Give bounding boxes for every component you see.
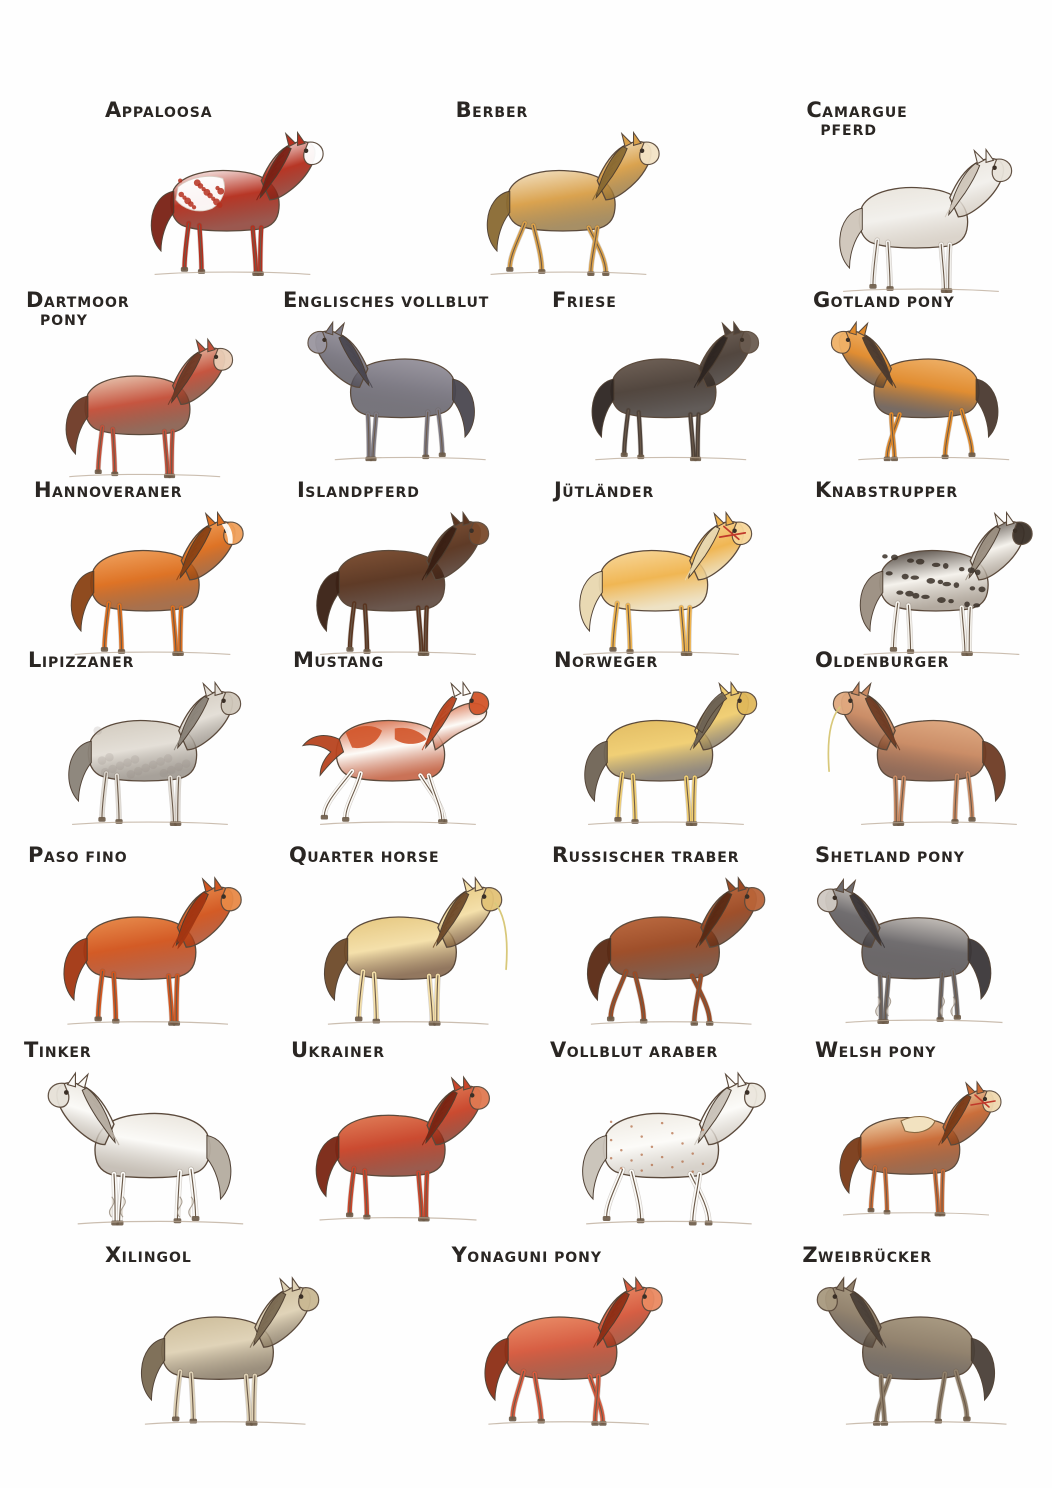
breed-cell-englisches-vollblut [263, 290, 526, 468]
breed-figure-zweibruecker [796, 1268, 1052, 1433]
breed-figure-yonaguni-pony [446, 1268, 702, 1433]
breed-cell-xilingol [0, 1245, 351, 1433]
breed-name-rest: WEIBRÜCKER [817, 1250, 933, 1266]
breed-cell-mustang [263, 650, 526, 833]
breed-cell-appaloosa [0, 100, 351, 283]
breed-name-rest: ERBER [472, 105, 529, 121]
breed-figure-ukrainer [283, 1063, 526, 1233]
breed-figure-paso-fino [20, 868, 263, 1033]
breed-cell-zweibruecker [701, 1245, 1052, 1433]
horse-illustration [546, 1063, 776, 1233]
breed-figure-knabstrupper [809, 503, 1052, 663]
breed-name-rest: ÜTLÄNDER [562, 485, 655, 501]
horse-illustration [809, 313, 1044, 468]
breed-label-friese [552, 290, 789, 311]
breed-initial: H [34, 478, 52, 502]
breed-label-appaloosa [105, 100, 351, 121]
breed-cell-berber [351, 100, 702, 283]
breed-label-yonaguni-pony [452, 1245, 702, 1266]
breed-label-juetlaender [554, 480, 789, 501]
breed-cell-lipizzaner [0, 650, 263, 833]
breed-figure-vollblut-araber [546, 1063, 789, 1233]
horse-illustration [446, 123, 676, 283]
breed-cell-oldenburger [789, 650, 1052, 833]
breed-initial: X [105, 1243, 122, 1267]
horse-illustration [546, 868, 781, 1033]
horse-illustration [283, 313, 523, 468]
breed-label-camargue-pferd [806, 100, 1052, 138]
breed-cell-russischer-traber [526, 845, 789, 1033]
breed-label-russischer-traber [552, 845, 789, 866]
breed-initial: G [813, 288, 831, 312]
breed-name-rest: NGLISCHES VOLLBLUT [297, 295, 490, 311]
horse-illustration [20, 330, 255, 485]
breed-row [0, 1245, 1052, 1433]
horse-illustration [20, 868, 260, 1033]
breed-label-knabstrupper [815, 480, 1052, 501]
breed-initial: J [554, 478, 563, 502]
breed-name-line2: PFERD [820, 123, 877, 139]
breed-figure-mustang [283, 673, 526, 833]
breed-name-rest: PPALOOSA [121, 105, 213, 121]
breed-cell-dartmoor-pony [0, 290, 263, 485]
horse-illustration [95, 123, 355, 283]
horse-illustration [796, 1268, 1041, 1433]
breed-cell-tinker [0, 1040, 263, 1233]
breed-label-islandpferd [297, 480, 526, 501]
breed-initial: I [297, 478, 306, 502]
breed-cell-paso-fino [0, 845, 263, 1033]
breed-row [0, 650, 1052, 833]
breed-label-paso-fino [28, 845, 263, 866]
breed-figure-lipizzaner [20, 673, 263, 833]
breed-cell-gotland-pony [789, 290, 1052, 468]
breed-figure-tinker [20, 1063, 263, 1233]
breed-row [0, 1040, 1052, 1233]
breed-label-welsh-pony [815, 1040, 1052, 1061]
breed-name-rest: OTLAND PONY [830, 295, 955, 311]
horse-illustration [20, 1063, 285, 1233]
horse-illustration [283, 673, 498, 833]
breed-figure-appaloosa [95, 123, 351, 283]
breed-figure-shetland-pony [809, 868, 1052, 1033]
breed-name-rest: LDENBURGER [833, 655, 950, 671]
breed-cell-quarter-horse [263, 845, 526, 1033]
breed-figure-hannoveraner [20, 503, 263, 663]
horse-illustration [283, 1063, 498, 1233]
breed-name-rest: OLLBLUT ARABER [566, 1045, 719, 1061]
horse-illustration [20, 673, 265, 833]
breed-name-line2: PONY [40, 313, 88, 329]
breed-figure-berber [446, 123, 702, 283]
breed-figure-xilingol [95, 1268, 351, 1433]
breed-name-rest: KRAINER [308, 1045, 385, 1061]
breed-cell-knabstrupper [789, 480, 1052, 663]
breed-initial: Y [451, 1243, 468, 1267]
breed-cell-welsh-pony [789, 1040, 1052, 1233]
breed-initial: K [815, 478, 832, 502]
breed-initial: L [28, 648, 42, 672]
breed-label-englisches-vollblut [283, 290, 526, 311]
breed-initial: E [283, 288, 298, 312]
horse-illustration [809, 503, 1052, 663]
breed-figure-norweger [546, 673, 789, 833]
breed-name-rest: ASO FINO [43, 850, 128, 866]
breed-figure-welsh-pony [809, 1063, 1052, 1233]
breed-label-tinker [24, 1040, 263, 1061]
breed-initial: O [815, 648, 834, 672]
breed-figure-gotland-pony [809, 313, 1052, 468]
breed-name-rest: ONAGUNI PONY [467, 1250, 602, 1266]
breed-name-rest: AMARGUE [822, 105, 908, 121]
breed-figure-oldenburger [809, 673, 1052, 833]
breed-label-xilingol [105, 1245, 351, 1266]
breed-label-quarter-horse [289, 845, 526, 866]
horse-illustration [283, 868, 518, 1033]
breed-name-rest: ILINGOL [121, 1250, 192, 1266]
horse-illustration [95, 1268, 340, 1433]
breed-initial: V [550, 1038, 567, 1062]
breed-name-rest: NABSTRUPPER [831, 485, 959, 501]
breed-cell-juetlaender [526, 480, 789, 663]
breed-name-rest: USSISCHER TRABER [568, 850, 740, 866]
breed-initial: U [291, 1038, 309, 1062]
horse-illustration [546, 503, 761, 663]
breed-label-vollblut-araber [550, 1040, 789, 1061]
breed-name-rest: IPIZZANER [41, 655, 135, 671]
horse-illustration [283, 503, 498, 663]
breed-label-norweger [554, 650, 789, 671]
breed-cell-ukrainer [263, 1040, 526, 1233]
horse-illustration [20, 503, 270, 663]
breed-initial: F [552, 288, 567, 312]
horse-illustration [809, 673, 1052, 833]
breed-name-rest: ANNOVERANER [52, 485, 183, 501]
breed-name-rest: ELSH PONY [838, 1045, 937, 1061]
breed-name-rest: RIESE [566, 295, 617, 311]
breed-initial: C [806, 98, 823, 122]
horse-illustration [446, 1268, 676, 1433]
breed-label-gotland-pony [813, 290, 1052, 311]
breed-label-zweibruecker [802, 1245, 1052, 1266]
breed-label-shetland-pony [815, 845, 1052, 866]
breed-figure-islandpferd [283, 503, 526, 663]
breed-name-rest: USTANG [314, 655, 385, 671]
breed-row [0, 845, 1052, 1033]
horse-illustration [546, 313, 781, 468]
breed-initial: R [552, 843, 569, 867]
breed-label-mustang [293, 650, 526, 671]
breed-initial: B [455, 98, 473, 122]
breed-figure-dartmoor-pony [20, 330, 263, 485]
breed-cell-hannoveraner [0, 480, 263, 663]
breed-initial: P [28, 843, 44, 867]
breed-initial: A [105, 98, 122, 122]
breed-cell-friese [526, 290, 789, 468]
breed-row [0, 290, 1052, 485]
breed-label-dartmoor-pony [26, 290, 263, 328]
breed-label-ukrainer [291, 1040, 526, 1061]
breed-label-hannoveraner [34, 480, 263, 501]
breed-figure-friese [546, 313, 789, 468]
horse-illustration [809, 1063, 1009, 1233]
breed-cell-norweger [526, 650, 789, 833]
breed-cell-islandpferd [263, 480, 526, 663]
breed-name-rest: INKER [38, 1045, 92, 1061]
breed-figure-englisches-vollblut [283, 313, 526, 468]
breed-name-rest: UARTER HORSE [307, 850, 440, 866]
breed-label-berber [456, 100, 702, 121]
breed-figure-quarter-horse [283, 868, 526, 1033]
horse-illustration [796, 140, 1031, 300]
breed-figure-camargue-pferd [796, 140, 1052, 300]
horse-illustration [546, 673, 771, 833]
breed-figure-russischer-traber [546, 868, 789, 1033]
breed-initial: N [554, 648, 572, 672]
breed-cell-yonaguni-pony [351, 1245, 702, 1433]
breed-label-lipizzaner [28, 650, 263, 671]
breed-cell-shetland-pony [789, 845, 1052, 1033]
breed-row [0, 100, 1052, 300]
breed-name-rest: ORWEGER [572, 655, 659, 671]
breed-initial: S [815, 843, 831, 867]
breed-name-rest: SLANDPFERD [305, 485, 420, 501]
breed-initial: M [293, 648, 315, 672]
breed-initial: T [24, 1038, 39, 1062]
breed-initial: Z [802, 1243, 818, 1267]
breed-label-oldenburger [815, 650, 1052, 671]
breed-initial: Q [289, 843, 308, 867]
breed-initial: W [815, 1038, 839, 1062]
breed-row [0, 480, 1052, 663]
breed-cell-camargue-pferd [701, 100, 1052, 300]
breed-name-rest: HETLAND PONY [830, 850, 965, 866]
horse-illustration [809, 868, 1024, 1033]
breed-initial: D [26, 288, 44, 312]
breed-name-rest: ARTMOOR [43, 295, 130, 311]
breed-figure-juetlaender [546, 503, 789, 663]
breed-cell-vollblut-araber [526, 1040, 789, 1233]
